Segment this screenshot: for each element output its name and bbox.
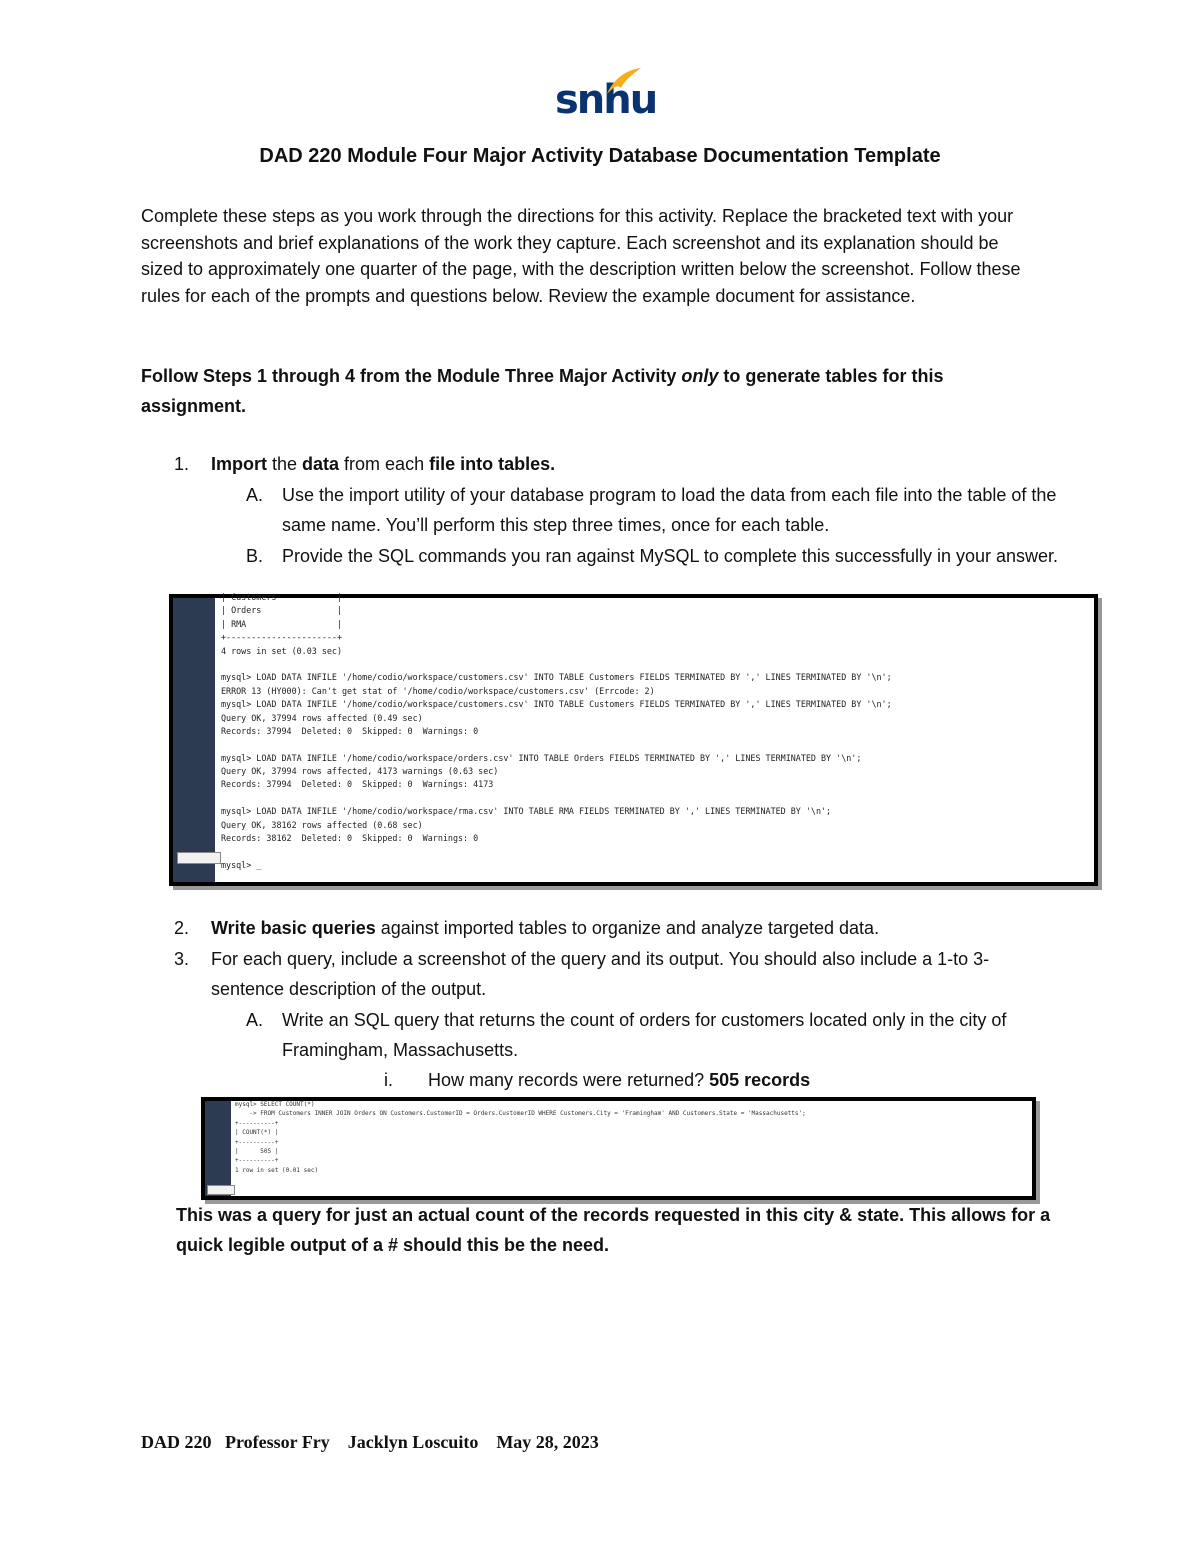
terminal-line: Records: 37994 Deleted: 0 Skipped: 0 Warnings: 0 xyxy=(221,725,479,736)
intro-paragraph: Complete these steps as you work through the directions for this activity. Replace the bracketed text with your screenshots and brief explanations of the work they capture. Each screenshot and its explanation should be sized to approximately one quarter of the page, with the description written below the screenshot. Follow these rules for each of the prompts and questions below. Review the example document for assistance. xyxy=(141,206,1021,306)
terminal-line: mysql> LOAD DATA INFILE '/home/codio/workspace/orders.csv' INTO TABLE Orders FIELDS TERMINATED BY ',' LINES TERMINATED BY '\n'; xyxy=(221,752,862,763)
terminal-line: Query OK, 38162 rows affected (0.68 sec) xyxy=(221,819,423,830)
terminal-line: | Customers | xyxy=(221,592,343,602)
record-count-answer: 505 records xyxy=(709,1070,811,1090)
step-3a-label: A. xyxy=(246,1010,264,1030)
terminal-screenshot-load-data xyxy=(169,594,1098,886)
step-3a-i-text: How many records were returned? 505 records xyxy=(428,1070,811,1090)
terminal-line xyxy=(221,846,892,859)
step-1b-text: Provide the SQL commands you ran against MySQL to complete this successfully in your answer. xyxy=(282,546,1059,566)
terminal-sidebar xyxy=(173,598,215,882)
terminal-line: +----------+ xyxy=(235,1157,279,1165)
step-3a-text: Write an SQL query that returns the count of orders for customers located only in the city of Framingham, Massachusetts. xyxy=(282,1010,1007,1060)
terminal-line: mysql> LOAD DATA INFILE '/home/codio/workspace/customers.csv' INTO TABLE Customers FIELDS TERMINATED BY ',' LINES TERMINATED BY '\n'; xyxy=(221,672,892,683)
terminal-line: mysql> SELECT COUNT(*) xyxy=(235,1101,315,1108)
terminal-sidebar-tab xyxy=(207,1185,235,1195)
terminal-line: | Orders | xyxy=(221,605,343,616)
terminal-sidebar xyxy=(205,1101,231,1196)
step-1-text: Import the data from each file into tables. xyxy=(211,454,556,474)
terminal-output xyxy=(235,1101,806,1176)
snhu-logo xyxy=(555,66,657,126)
step-1a-text: Use the import utility of your database program to load the data from each file into the table of the same name. You’ll perform this step three times, once for each table. xyxy=(282,485,1057,535)
terminal-line: 1 row in set (0.01 sec) xyxy=(235,1166,319,1174)
terminal-line: ERROR 13 (HY000): Can't get stat of '/home/codio/workspace/customers.csv' (Errcode: 2) xyxy=(221,685,655,696)
terminal-line: +----------+ xyxy=(235,1138,279,1146)
terminal-line: mysql> LOAD DATA INFILE '/home/codio/workspace/customers.csv' INTO TABLE Customers FIELDS TERMINATED BY ',' LINES TERMINATED BY '\n'; xyxy=(221,699,892,710)
terminal-line: mysql> LOAD DATA INFILE '/home/codio/workspace/rma.csv' INTO TABLE RMA FIELDS TERMINATED BY ',' LINES TERMINATED BY '\n'; xyxy=(221,806,832,817)
follow-text-emphasis: only xyxy=(681,366,719,386)
step-3-number: 3. xyxy=(174,949,190,969)
terminal-line: +----------------------+ xyxy=(221,632,343,643)
terminal-line: mysql> _ xyxy=(221,859,262,870)
terminal-line: 4 rows in set (0.03 sec) xyxy=(221,645,343,656)
step-1a-label: A. xyxy=(246,485,264,505)
terminal-output xyxy=(221,592,892,873)
terminal-screenshot-count-query xyxy=(201,1097,1036,1200)
footer: DAD 220 Professor Fry Jacklyn Loscuito May 28, 2023 xyxy=(141,1432,599,1452)
follow-text-before: Follow Steps 1 through 4 from the Module Three Major Activity xyxy=(141,366,682,386)
step-2-text: Write basic queries against imported tables to organize and analyze targeted data. xyxy=(211,918,880,938)
query-description: This was a query for just an actual count of the records requested in this city & state. This allows for a quick legible output of a # should this be the need. xyxy=(176,1205,1051,1255)
terminal-line xyxy=(221,793,892,806)
terminal-line: +----------+ xyxy=(235,1119,279,1127)
feather-icon xyxy=(603,66,643,96)
page-title: DAD 220 Module Four Major Activity Database Documentation Template xyxy=(259,145,941,167)
terminal-line: Query OK, 37994 rows affected (0.49 sec) xyxy=(221,712,423,723)
terminal-line: | COUNT(*) | xyxy=(235,1129,279,1137)
terminal-line: Records: 37994 Deleted: 0 Skipped: 0 Warnings: 4173 xyxy=(221,779,494,790)
terminal-line: | 505 | xyxy=(235,1147,279,1155)
step-1b-label: B. xyxy=(246,546,264,566)
step-3-text: For each query, include a screenshot of the query and its output. You should also include a 1-to 3-sentence description of the output. xyxy=(211,949,990,999)
follow-text-after: to generate tables for this assignment. xyxy=(141,366,944,416)
terminal-line: | RMA | xyxy=(221,618,343,629)
step-3a-i-label: i. xyxy=(384,1070,393,1090)
terminal-line: -> FROM Customers INNER JOIN Orders ON Customers.CustomerID = Orders.CustomerID WHERE Customers.City = 'Framingham' AND Customers.State = 'Massachusetts'; xyxy=(235,1110,806,1118)
terminal-line xyxy=(221,659,892,672)
step-2-number: 2. xyxy=(174,918,190,938)
step-1-number: 1. xyxy=(174,454,190,474)
follow-steps-instruction xyxy=(141,361,1041,421)
terminal-sidebar-tab xyxy=(177,852,221,864)
terminal-line xyxy=(221,739,892,752)
logo-wordmark: snhu xyxy=(555,77,657,123)
terminal-line: Query OK, 37994 rows affected, 4173 warnings (0.63 sec) xyxy=(221,766,499,777)
terminal-line: Records: 38162 Deleted: 0 Skipped: 0 Warnings: 0 xyxy=(221,833,479,844)
